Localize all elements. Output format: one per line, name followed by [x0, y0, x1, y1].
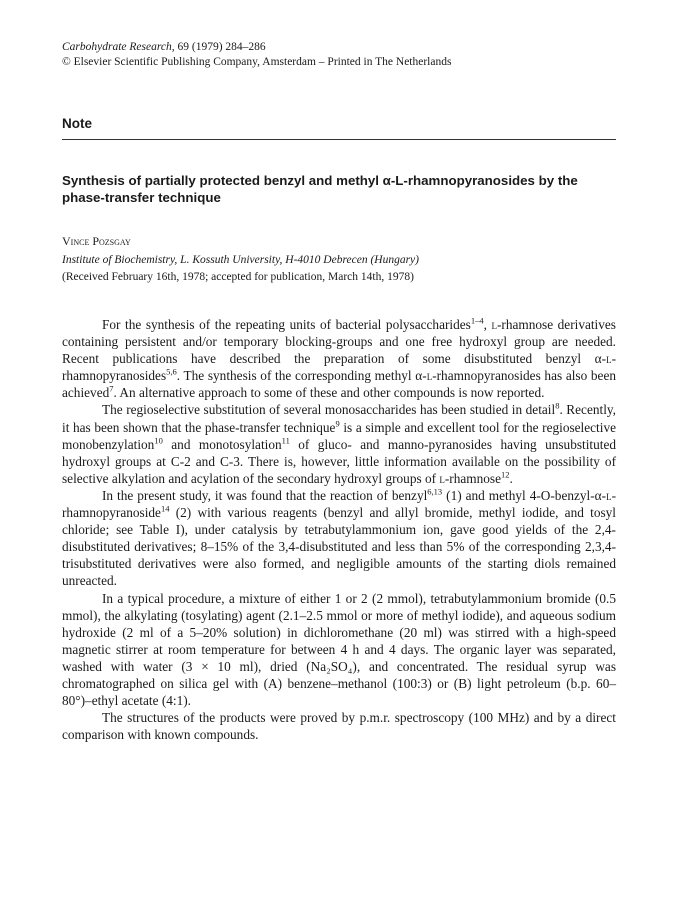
small-caps-prefix: l: [491, 317, 497, 332]
text-run: (2) with various reagents (benzyl and allyl bromide, methyl iodide, and tosyl chloride; see Table I), under catalysis by tetrabutylammonium ion, gave good yields of the 2,4-disubstituted derivatives; 8–15% of the 3,4-disubstituted and less than 5% of the corresponding 2,3,4-trisubstituted derivatives were also formed, and negligible amounts of the starting diols remained unreacted.: [62, 505, 616, 589]
small-caps-prefix: l: [606, 487, 612, 503]
author-name: Vince Pozsgay: [62, 234, 131, 248]
journal-header: [62, 40, 616, 70]
reference-superscript: 7: [109, 383, 114, 394]
text-run: .: [509, 470, 513, 486]
publisher-line: © Elsevier Scientific Publishing Company, Amsterdam – Printed in The Netherlands: [62, 56, 452, 68]
small-caps-prefix: l: [426, 368, 433, 384]
text-run: The structures of the products were proved by p.m.r. spectroscopy (100 MHz) and by a direct comparison with known compounds.: [62, 710, 616, 743]
reference-superscript: 14: [160, 503, 170, 514]
text-run: is a simple and excellent tool for the regioselective monobenzylation: [62, 419, 616, 452]
journal-reference: 69 (1979) 284–286: [174, 41, 266, 53]
text-run: (1) and methyl 4-O-benzyl-α-: [442, 487, 607, 503]
reference-superscript: 12: [501, 469, 510, 480]
reference-superscript: 5,6: [166, 366, 177, 377]
text-run: ,: [483, 317, 492, 332]
text-run: -rhamnose: [444, 470, 501, 486]
text-run: -rhamnopyranosides: [62, 351, 616, 384]
text-run: -rhamnose derivatives containing persistent and/or temporary blocking-groups and one free hydroxyl group are needed. Recent publications have described the preparation of some disubstituted benzyl α-: [62, 317, 616, 367]
body-paragraph: [62, 709, 616, 743]
small-caps-prefix: l: [439, 470, 445, 486]
text-run: The regioselective substitution of several monosaccharides has been studied in detail: [102, 402, 556, 418]
text-run: For the synthesis of the repeating units of bacterial polysaccharides: [102, 317, 471, 332]
small-caps-prefix: l: [606, 351, 612, 367]
reference-superscript: 6,13: [427, 486, 443, 497]
body-paragraph: [62, 316, 616, 401]
text-run: and monotosylation: [162, 436, 282, 452]
text-run: In the present study, it was found that the reaction of benzyl: [102, 487, 428, 503]
page: [62, 40, 616, 743]
journal-name: Carbohydrate Research,: [62, 41, 175, 53]
received-dates: (Received February 16th, 1978; accepted for publication, March 14th, 1978): [62, 271, 414, 283]
article-title: Synthesis of partially protected benzyl and methyl α-L-rhamnopyranosides by the phase-transfer technique: [62, 173, 578, 205]
author-affiliation: Institute of Biochemistry, L. Kossuth University, H-4010 Debrecen (Hungary): [62, 254, 419, 266]
body-paragraph: [62, 401, 616, 486]
reference-superscript: 9: [335, 418, 340, 429]
body-paragraph: [62, 487, 616, 590]
article-body: [62, 316, 616, 743]
text-run: . Recently, it has been shown that the phase-transfer technique: [62, 402, 617, 435]
text-run: -rhamnopyranosides has also been achieved: [62, 368, 617, 401]
reference-superscript: 10: [154, 435, 163, 446]
text-run: In a typical procedure, a mixture of either 1 or 2 (2 mmol), tetrabutylammonium bromide (0.5 mmol), the alkylating (tosylating) agent (2.1–2.5 mmol or more of methyl iodide), and aqueous sodium hydroxide (2 ml of a 5–20% solution) in dichloromethane (20 ml) was stirred with a high-speed magnetic stirrer at room temperature for between 4 h and 4 days. The organic layer was separated, washed with water (3 × 10 ml), dried (Na₂SO₄), and concentrated. The residual syrup was chromatographed on silica gel with (A) benzene–methanol (100:3) or (B) light petroleum (b.p. 60–80°)–ethyl acetate (4:1).: [62, 590, 616, 709]
section-label: Note: [62, 116, 616, 140]
body-paragraph: [62, 590, 616, 710]
text-run: of gluco- and manno-pyranosides having unsubstituted hydroxyl groups at C-2 and C-3. There is, however, little information available on the possibility of selective alkylation and acylation of the secondary hydroxyl groups of: [62, 436, 616, 486]
text-run: . The synthesis of the corresponding methyl α-: [176, 368, 427, 384]
reference-superscript: 11: [281, 435, 290, 446]
reference-superscript: 1–4: [470, 315, 484, 326]
text-run: . An alternative approach to some of these and other compounds is now reported.: [113, 385, 545, 401]
reference-superscript: 8: [555, 401, 560, 412]
text-run: -rhamnopyranoside: [62, 487, 616, 521]
